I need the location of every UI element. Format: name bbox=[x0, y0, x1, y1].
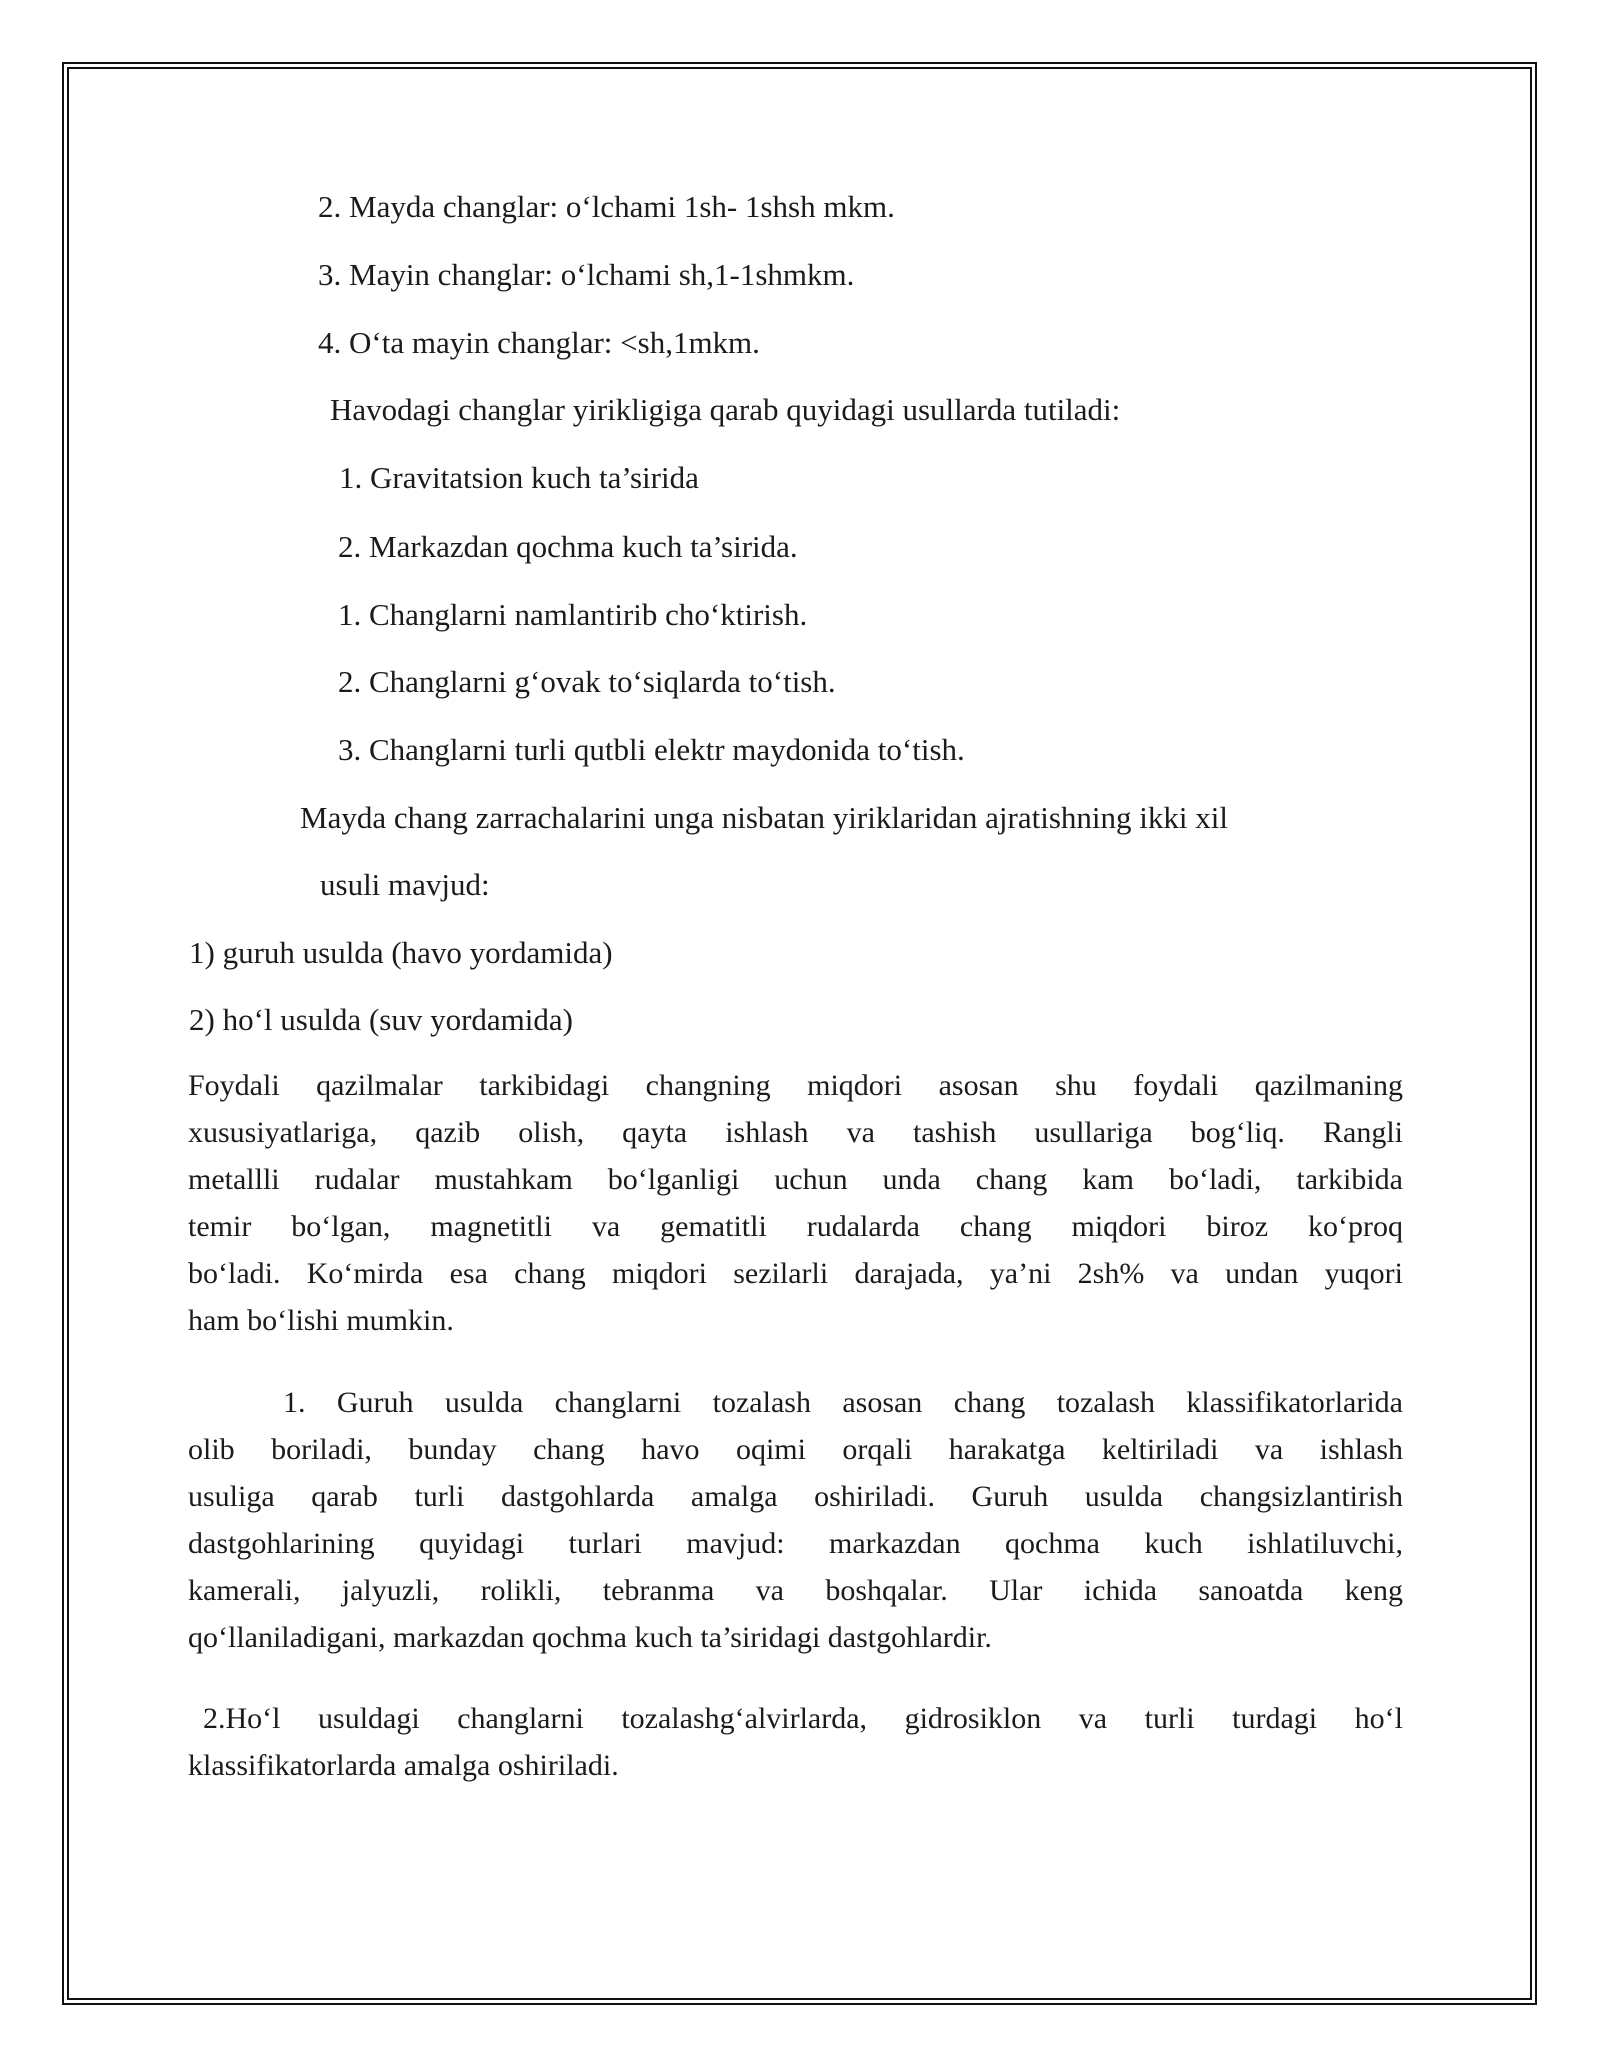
list-item: 2) ho‘l usulda (suv yordamida) bbox=[189, 1002, 573, 1037]
paragraph bbox=[188, 1695, 1403, 1789]
list-item: 1. Changlarni namlantirib cho‘ktirish. bbox=[338, 597, 808, 632]
text-line: usuli mavjud: bbox=[320, 867, 490, 902]
paragraph bbox=[188, 1062, 1403, 1344]
paragraph-line: qo‘llaniladigani, markazdan qochma kuch ta’siridagi dastgohlardir. bbox=[188, 1621, 992, 1654]
list-item: 3. Changlarni turli qutbli elektr maydonida to‘tish. bbox=[338, 732, 965, 767]
paragraph-line: bo‘ladi. Ko‘mirda esa chang miqdori sezilarli darajada, ya’ni 2sh% va undan yuqori bbox=[188, 1257, 1403, 1290]
paragraph-line: metallli rudalar mustahkam bo‘lganligi uchun unda chang kam bo‘ladi, tarkibida bbox=[188, 1163, 1403, 1196]
paragraph-line: 1. Guruh usulda changlarni tozalash asosan chang tozalash klassifikatorlarida bbox=[283, 1386, 1403, 1419]
paragraph-line: dastgohlarining quyidagi turlari mavjud: markazdan qochma kuch ishlatiluvchi, bbox=[188, 1527, 1403, 1560]
paragraph-line: olib boriladi, bunday chang havo oqimi orqali harakatga keltiriladi va ishlash bbox=[188, 1433, 1403, 1466]
list-item: 1) guruh usulda (havo yordamida) bbox=[189, 935, 613, 970]
paragraph-line: xususiyatlariga, qazib olish, qayta ishlash va tashish usullariga bog‘liq. Rangli bbox=[188, 1116, 1403, 1149]
paragraph-line: ham bo‘lishi mumkin. bbox=[188, 1304, 454, 1337]
paragraph-line: temir bo‘lgan, magnetitli va gematitli rudalarda chang miqdori biroz ko‘proq bbox=[188, 1210, 1403, 1243]
list-item: 2. Changlarni g‘ovak to‘siqlarda to‘tish. bbox=[338, 664, 836, 699]
list-item: 1. Gravitatsion kuch ta’sirida bbox=[339, 460, 699, 495]
text-line: Havodagi changlar yirikligiga qarab quyidagi usullarda tutiladi: bbox=[330, 392, 1121, 427]
list-item: 3. Mayin changlar: o‘lchami sh,1-1shmkm. bbox=[318, 257, 855, 292]
text-line: Mayda chang zarrachalarini unga nisbatan yiriklaridan ajratishning ikki xil bbox=[300, 800, 1228, 835]
paragraph-line: klassifikatorlarda amalga oshiriladi. bbox=[188, 1749, 619, 1782]
list-item: 2. Markazdan qochma kuch ta’sirida. bbox=[338, 529, 798, 564]
paragraph bbox=[188, 1379, 1403, 1661]
paragraph-line: Foydali qazilmalar tarkibidagi changning miqdori asosan shu foydali qazilmaning bbox=[188, 1069, 1403, 1102]
paragraph-line: usuliga qarab turli dastgohlarda amalga oshiriladi. Guruh usulda changsizlantirish bbox=[188, 1480, 1403, 1513]
paragraph-line: kamerali, jalyuzli, rolikli, tebranma va boshqalar. Ular ichida sanoatda keng bbox=[188, 1574, 1403, 1607]
list-item: 4. O‘ta mayin changlar: <sh,1mkm. bbox=[318, 325, 760, 360]
paragraph-line: 2.Ho‘l usuldagi changlarni tozalashg‘alvirlarda, gidrosiklon va turli turdagi ho‘l bbox=[203, 1702, 1403, 1735]
list-item: 2. Mayda changlar: o‘lchami 1sh- 1shsh mkm. bbox=[318, 189, 895, 224]
